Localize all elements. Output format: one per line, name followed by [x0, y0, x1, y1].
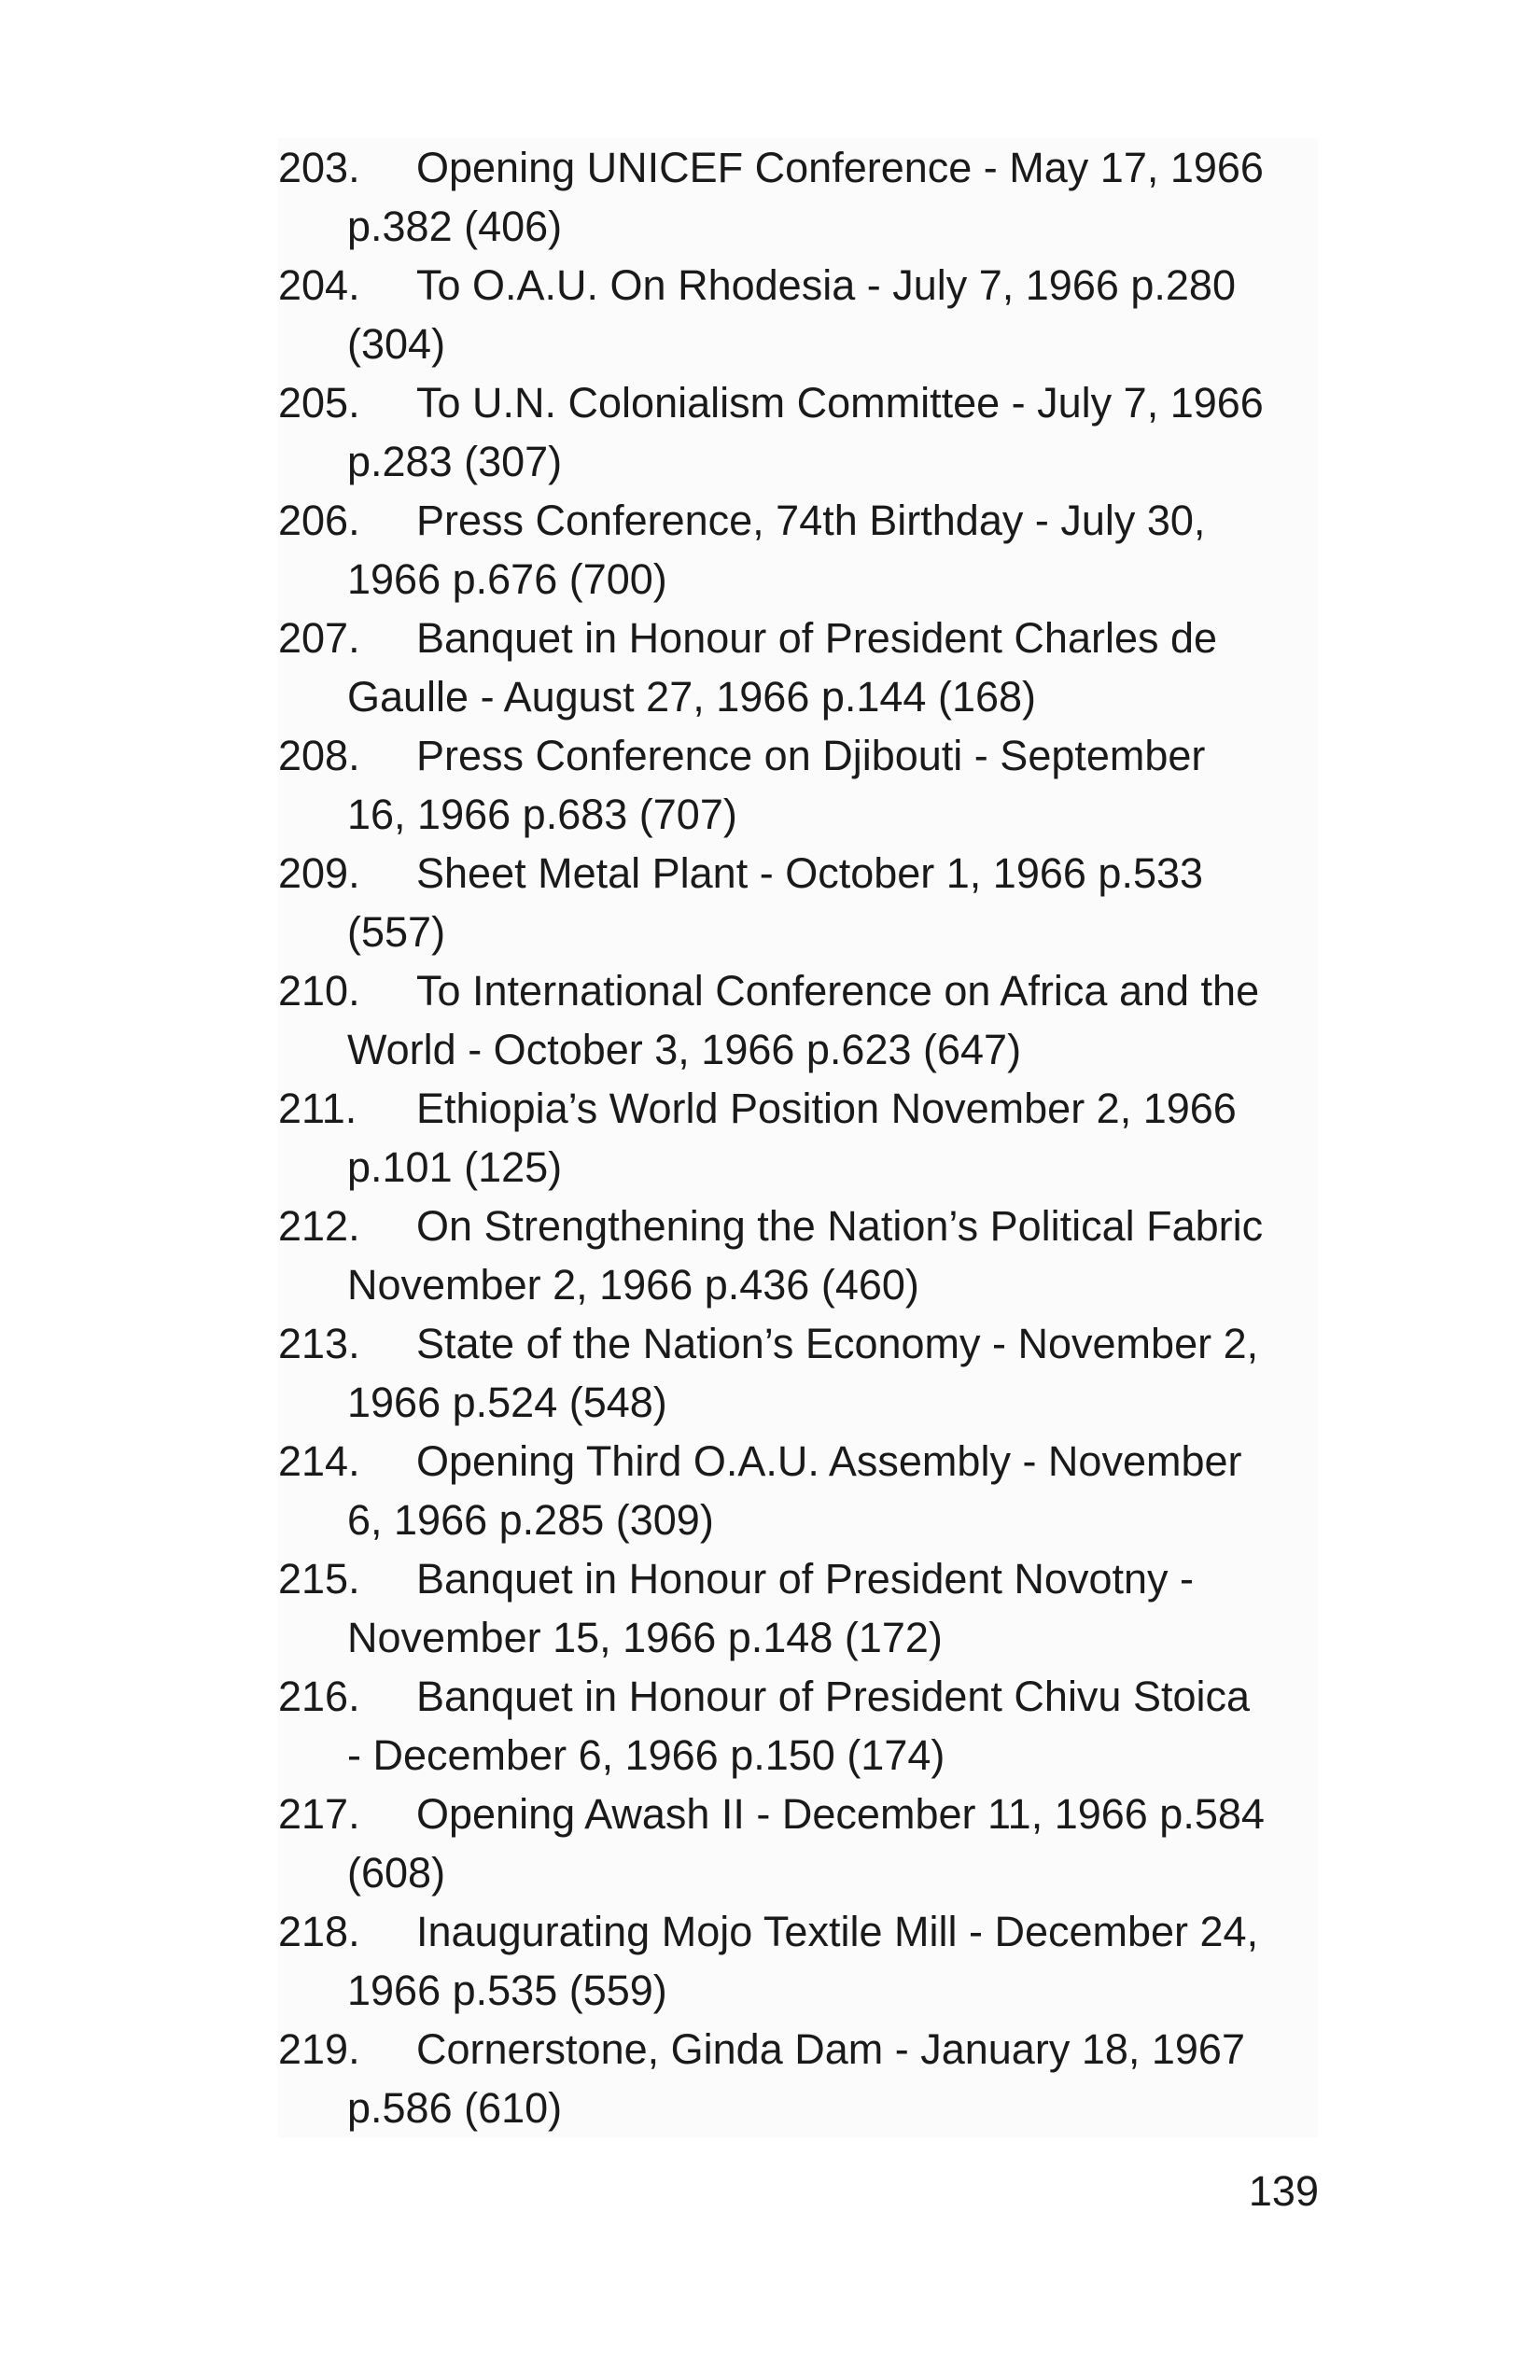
list-item: [278, 1549, 1318, 1667]
entry-page-ref: 1966 p.535 (559): [347, 1967, 667, 2014]
speech-index-block: [278, 138, 1318, 2137]
entry-title: Banquet in Honour of President Novotny -: [416, 1555, 1194, 1603]
list-item: [278, 256, 1318, 373]
entry-number: 203.: [278, 144, 360, 191]
entry-page-ref: - December 6, 1966 p.150 (174): [347, 1731, 945, 1779]
entry-title: To U.N. Colonialism Committee - July 7, 1966: [416, 379, 1264, 427]
entry-page-ref: (608): [347, 1849, 446, 1897]
list-item: [278, 1785, 1318, 1902]
entry-number: 218.: [278, 1908, 360, 1955]
list-item: [278, 726, 1318, 844]
entry-number: 210.: [278, 967, 360, 1015]
entry-title: Banquet in Honour of President Chivu Stoica: [416, 1673, 1251, 1720]
list-item: [278, 844, 1318, 961]
entry-page-ref: p.382 (406): [347, 203, 563, 250]
list-item: [278, 961, 1318, 1079]
entry-title: To International Conference on Africa and the: [416, 967, 1260, 1015]
entry-page-ref: 6, 1966 p.285 (309): [347, 1496, 714, 1544]
entry-number: 215.: [278, 1555, 360, 1603]
entry-title: Opening Awash II - December 11, 1966 p.584: [416, 1790, 1265, 1838]
speech-index-list: [278, 138, 1318, 2137]
entry-page-ref: (557): [347, 908, 446, 956]
entry-page-ref: November 15, 1966 p.148 (172): [347, 1614, 943, 1661]
entry-page-ref: 1966 p.676 (700): [347, 555, 667, 603]
entry-title: Banquet in Honour of President Charles de: [416, 614, 1218, 662]
list-item: [278, 1667, 1318, 1785]
entry-title: State of the Nation’s Economy - November 2,: [416, 1320, 1259, 1367]
entry-page-ref: p.101 (125): [347, 1143, 563, 1191]
entry-title: Opening UNICEF Conference - May 17, 1966: [416, 144, 1264, 191]
entry-number: 208.: [278, 732, 360, 779]
entry-page-ref: 16, 1966 p.683 (707): [347, 791, 737, 838]
list-item: [278, 1314, 1318, 1432]
entry-title: On Strengthening the Nation’s Political Fabric: [416, 1202, 1264, 1250]
entry-title: Inaugurating Mojo Textile Mill - December 24,: [416, 1908, 1259, 1955]
entry-page-ref: 1966 p.524 (548): [347, 1379, 667, 1426]
entry-page-ref: World - October 3, 1966 p.623 (647): [347, 1026, 1022, 1073]
entry-number: 216.: [278, 1673, 360, 1720]
entry-title: Press Conference, 74th Birthday - July 30,: [416, 497, 1206, 544]
entry-title: To O.A.U. On Rhodesia - July 7, 1966 p.280: [416, 261, 1236, 309]
entry-number: 212.: [278, 1202, 360, 1250]
entry-number: 207.: [278, 614, 360, 662]
entry-title: Cornerstone, Ginda Dam - January 18, 1967: [416, 2025, 1245, 2073]
entry-title: Opening Third O.A.U. Assembly - November: [416, 1437, 1242, 1485]
entry-number: 205.: [278, 379, 360, 427]
entry-number: 206.: [278, 497, 360, 544]
entry-number: 213.: [278, 1320, 360, 1367]
list-item: [278, 491, 1318, 609]
entry-page-ref: p.586 (610): [347, 2084, 563, 2132]
entry-page-ref: (304): [347, 320, 446, 368]
entry-number: 209.: [278, 849, 360, 897]
list-item: [278, 1432, 1318, 1549]
entry-number: 217.: [278, 1790, 360, 1838]
entry-number: 211.: [278, 1085, 357, 1132]
page-number: 139: [1248, 2167, 1319, 2215]
list-item: [278, 609, 1318, 726]
entry-title: Press Conference on Djibouti - September: [416, 732, 1206, 779]
list-item: [278, 138, 1318, 256]
entry-page-ref: p.283 (307): [347, 438, 563, 485]
list-item: [278, 1902, 1318, 2020]
entry-number: 214.: [278, 1437, 360, 1485]
entry-title: Ethiopia’s World Position November 2, 1966: [416, 1085, 1237, 1132]
entry-number: 219.: [278, 2025, 360, 2073]
list-item: [278, 1079, 1318, 1197]
list-item: [278, 2020, 1318, 2137]
list-item: [278, 373, 1318, 491]
list-item: [278, 1197, 1318, 1314]
entry-number: 204.: [278, 261, 360, 309]
entry-page-ref: Gaulle - August 27, 1966 p.144 (168): [347, 673, 1037, 721]
entry-title: Sheet Metal Plant - October 1, 1966 p.533: [416, 849, 1204, 897]
entry-page-ref: November 2, 1966 p.436 (460): [347, 1261, 919, 1309]
